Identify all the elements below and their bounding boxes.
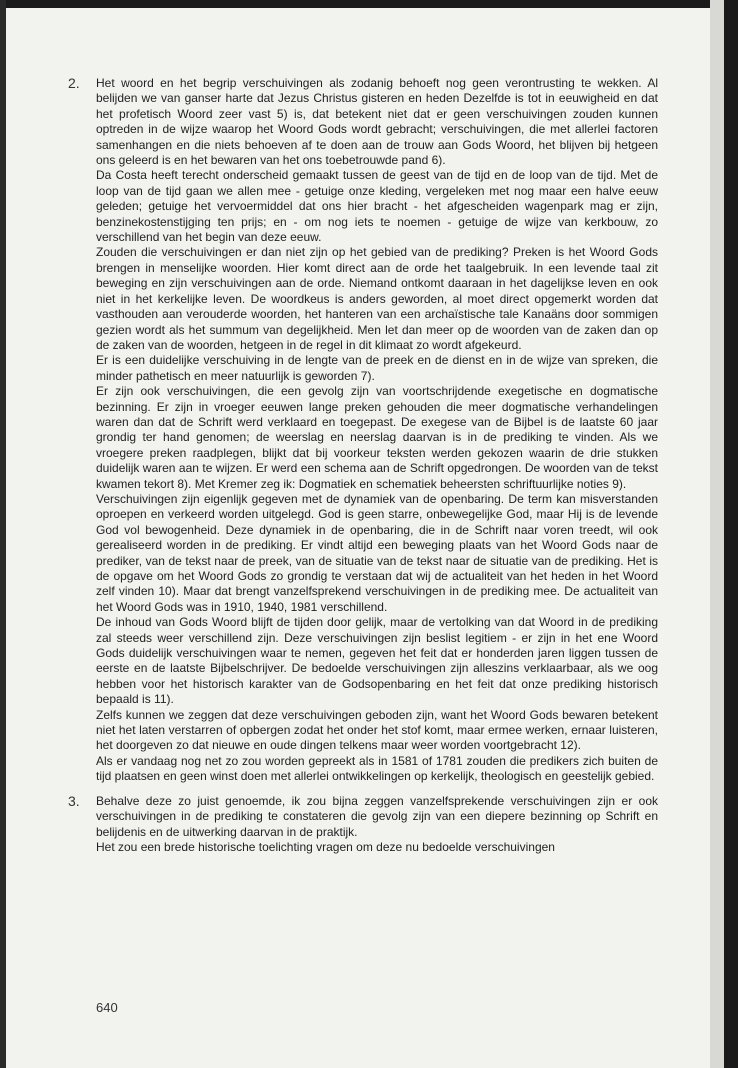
paragraph: Er is een duidelijke verschuiving in de lengte van de preek en de dienst en in de wijze van spreken, die minder pathetisch en meer natuurlijk is geworden 7). [96,353,658,383]
scan-edge-top [0,0,738,8]
paragraph: Zouden die verschuivingen er dan niet zijn op het gebied van de prediking? Preken is het Woord Gods brengen in menselijke woorden. Hier komt direct aan de orde het taalgebruik. In een levende taal zit beweging en zijn verschuivingen aan de orde. Niemand ontkomt daaraan in het dagelijkse leven en ook niet in het kerkelijke leven. De woordkeus is anders geworden, al moet direct opgemerkt worden dat vasthouden aan verouderde woorden, het hanteren van een archaïstische tale Kanaäns door sommigen gezien wordt als het summum van degelijkheid. Men let dan meer op de woorden van de zaken dan op de zaken van de woorden, hetgeen in de regel in dit klimaat zo wordt afgekeurd. [96,245,658,352]
scan-edge-right-inner [710,0,724,1068]
scan-edge-right [724,0,738,1068]
page-content [68,75,658,855]
paragraph: Het zou een brede historische toelichting vragen om deze nu bedoelde verschuivingen [96,839,555,854]
paragraph: Verschuivingen zijn eigenlijk gegeven met de dynamiek van de openbaring. De term kan misverstanden oproepen en verkeerd worden uitgelegd. God is geen starre, onbewegelijke God, maar Hij is de levende God vol bewogenheid. Deze dynamiek in de openbaring, die in de Schrift naar voren treedt, wil ook gerealiseerd worden in de prediking. Er vindt altijd een beweging plaats van het Woord Gods naar de prediker, van de tekst naar de preek, van de situatie van de tekst naar de situatie van de prediking. Het is de opgave om het Woord Gods zo grondig te verstaan dat wij de actualiteit van het heden in het Woord zelf vinden 10). Maar dat brengt vanzelfsprekend verschuivingen in de prediking mee. De actualiteit van het Woord Gods was in 1910, 1940, 1981 verschillend. [96,491,658,614]
paragraph: Behalve deze zo juist genoemde, ik zou bijna zeggen vanzelfsprekende verschuivingen zijn er ook verschuivingen in de prediking te constateren die gevolg zijn van een diepere bezinning op Schrift en belijdenis en de uitwerking daarvan in de praktijk. [96,793,658,839]
paragraph: Da Costa heeft terecht onderscheid gemaakt tussen de geest van de tijd en de loop van de tijd. Met de loop van de tijd gaan we allen mee - getuige onze kleding, vergeleken met nog maar een halve eeuw geleden; getuige het vervoermiddel dat ons hier bracht - het afgescheiden wagenpark mag er zijn, benzinekostenstijging ten prijs; en - om nog iets te noemen - getuige de wijze van kerkbouw, zo verschillend van het begin van deze eeuw. [96,168,658,245]
paragraph: Het woord en het begrip verschuivingen als zodanig behoeft nog geen verontrusting te wekken. Al belijden we van ganser harte dat Jezus Christus gisteren en heden Dezelfde is tot in eeuwigheid en dat het profetisch Woord zeer vast 5) is, dat betekent niet dat er geen verschuivingen zouden kunnen optreden in de wijze waarop het Woord Gods wordt gebracht; verschuivingen, die met allerlei factoren samenhangen en die niets behoeven af te doen aan de trouw aan Gods Woord, het blijven bij hetgeen ons geleerd is en het bewaren van het ons toebetrouwde pand 6). [96,76,658,168]
paragraph: Er zijn ook verschuivingen, die een gevolg zijn van voortschrijdende exegetische en dogmatische bezinning. Er zijn in vroeger eeuwen lange preken gehouden die meer dogmatische verhandelingen waren dan dat de Schrift werd verklaard en toegepast. De exegese van de Bijbel is de laatste 60 jaar grondig ter hand genomen; de weerslag en neerslag daarvan is in de prediking te vinden. Als we vroegere preken raadplegen, blijkt dat bij voorkeur teksten werden gekozen waarin de drie stukken duidelijk waren aan te wijzen. Er werd een schema aan de Schrift opgedrongen. De woorden van de tekst kwamen tekort 8). Met Kremer zeg ik: Dogmatiek en schematiek beheersten schriftuurlijke noties 9). [96,384,658,491]
paragraph: De inhoud van Gods Woord blijft de tijden door gelijk, maar de vertolking van dat Woord in de prediking zal steeds weer verschillend zijn. Deze verschuivingen zijn beslist legitiem - er zijn in het ene Woord Gods duidelijk verschuivingen waar te nemen, gegeven het feit dat er honderden jaren liggen tussen de eerste en de laatste Bijbelschrijver. De bedoelde verschuivingen zijn alleszins verklaarbaar, als we oog hebben voor het historisch karakter van de Godsopenbaring en het feit dat onze prediking historisch bepaald is 11). [96,615,658,707]
paragraph: Zelfs kunnen we zeggen dat deze verschuivingen geboden zijn, want het Woord Gods bewaren betekent niet het laten verstarren of opbergen zodat het onder het stof komt, maar ermee werken, ernaar luisteren, het doorgeven zo dat nieuwe en oude dingen telkens maar weer worden voortgebracht 12). [96,707,658,753]
numbered-item-3 [68,792,658,856]
item-number: 3. [68,792,80,809]
page-number: 640 [96,1000,118,1015]
item-number: 2. [68,75,80,91]
numbered-item-2 [68,75,658,785]
paragraph: Als er vandaag nog net zo zou worden gepreekt als in 1581 of 1781 zouden die predikers zich buiten de tijd plaatsen en geen winst doen met allerlei ontwikkelingen op kerkelijk, theologisch en geestelijk gebied. [96,753,658,784]
item-spacer [96,785,658,794]
